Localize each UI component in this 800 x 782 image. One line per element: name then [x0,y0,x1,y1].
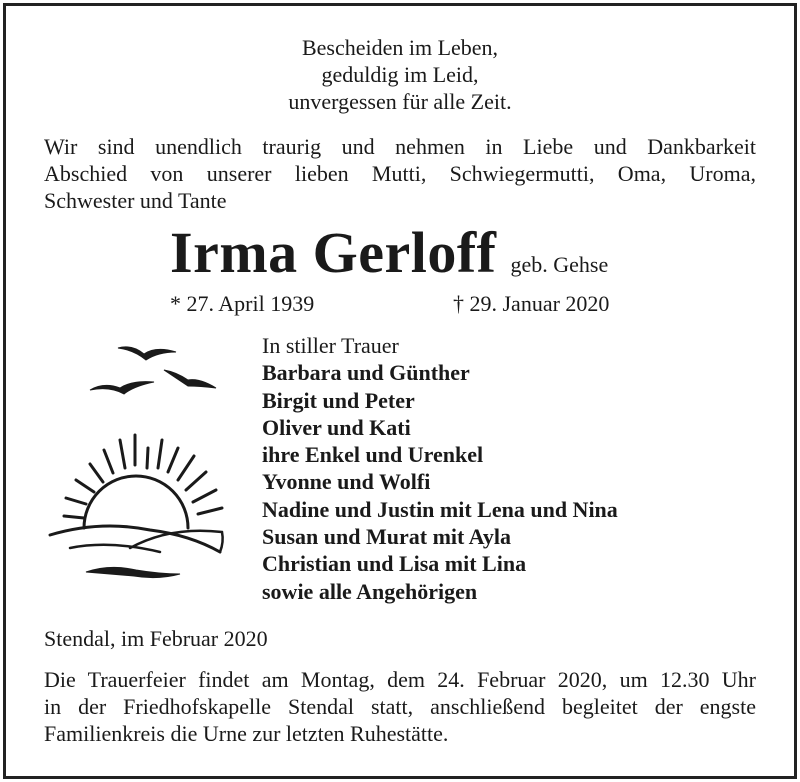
mourner-name: Barbara und Günther [262,360,470,386]
maiden-name: geb. Gehse [510,252,609,277]
mourner-name: Susan und Murat mit Ayla [262,524,511,550]
birth-date: * 27. April 1939 [170,291,315,316]
service-line: in der Friedhofskapelle Stendal statt, anschließend begleitet der engste [44,694,756,719]
place-date: Stendal, im Februar 2020 [44,626,268,651]
intro-line: Schwester und Tante [44,188,227,213]
mourner-name: Christian und Lisa mit Lina [262,551,527,577]
mourner-name: Yvonne und Wolfi [262,469,431,495]
mourner-name: Oliver und Kati [262,414,411,440]
poem [0,34,800,115]
mourners-list [262,332,618,605]
service-line: Die Trauerfeier findet am Montag, dem 24. Februar 2020, um 12.30 Uhr [44,667,756,692]
mourner-name: ihre Enkel und Urenkel [262,442,484,468]
poem-line: geduldig im Leid, [321,62,479,87]
poem-line: unvergessen für alle Zeit. [288,89,512,114]
death-date: † 29. Januar 2020 [453,291,610,316]
intro-line: Wir sind unendlich traurig und nehmen in Liebe und Dankbarkeit [44,134,756,159]
service-line: Familienkreis die Urne zur letzten Ruhestätte. [44,721,449,746]
mourner-name: sowie alle Angehörigen [262,578,478,604]
deceased-name-block [170,222,608,284]
poem-line: Bescheiden im Leben, [301,35,499,60]
mourners-intro: In stiller Trauer [262,333,399,358]
intro-text [44,133,756,214]
sunset-birds-icon [40,330,240,590]
mourner-name: Nadine und Justin mit Lena und Nina [262,496,618,522]
mourner-name: Birgit und Peter [262,387,415,413]
intro-line: Abschied von unserer lieben Mutti, Schwiegermutti, Oma, Uroma, [44,161,756,186]
deceased-name: Irma Gerloff [170,220,497,285]
service-info [44,666,756,747]
